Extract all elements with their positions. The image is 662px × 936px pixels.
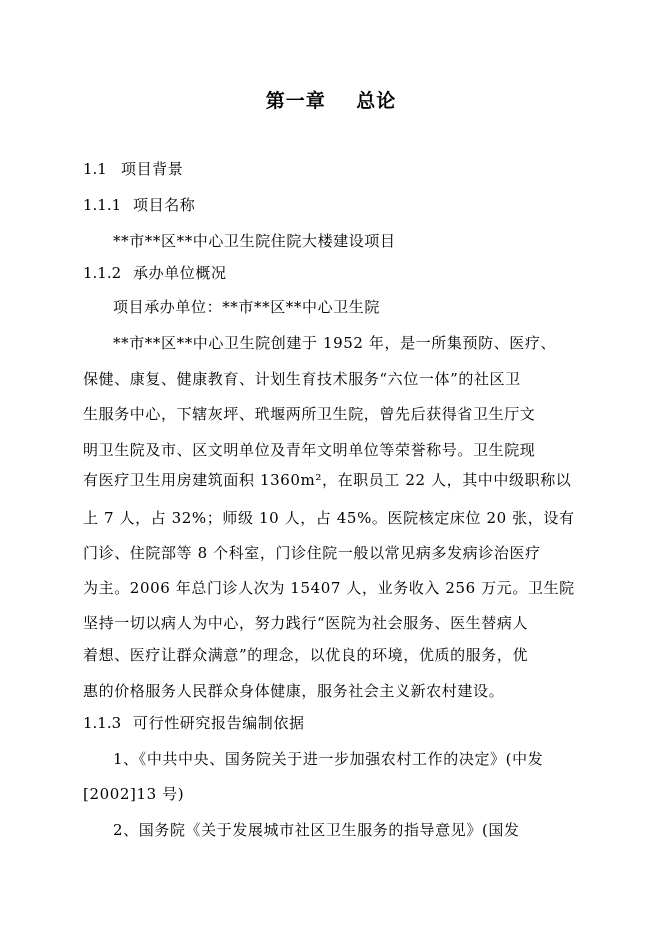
section-title: 项目名称	[133, 196, 196, 214]
paragraph-line: 坚持一切以病人为中心，努力践行“医院为社会服务、医生替病人	[83, 614, 529, 632]
paragraph-line: 惠的价格服务人民群众身体健康，服务社会主义新农村建设。	[83, 682, 505, 700]
paragraph-line: 保健、康复、健康教育、计划生育技术服务“六位一体”的社区卫	[83, 370, 521, 388]
section-heading-1-1	[83, 159, 183, 179]
paragraph-line: 明卫生院及市、区文明单位及青年文明单位等荣誉称号。卫生院现	[83, 441, 536, 459]
section-number: 1.1	[83, 160, 107, 178]
section-title: 可行性研究报告编制依据	[133, 714, 305, 732]
section-number: 1.1.3	[83, 714, 122, 732]
paragraph-line: 门诊、住院部等 8 个科室，门诊住院一般以常见病多发病诊治医疗	[83, 544, 541, 562]
chapter-title: 第一章 总论	[265, 90, 397, 112]
section-heading-1-1-1	[83, 195, 195, 215]
paragraph-line: **市**区**中心卫生院创建于 1952 年，是一所集预防、医疗、	[113, 334, 557, 352]
organizer-line: 项目承办单位：**市**区**中心卫生院	[113, 298, 381, 316]
paragraph-line: 为主。2006 年总门诊人次为 15407 人，业务收入 256 万元。卫生院	[83, 579, 575, 597]
paragraph-line: 有医疗卫生用房建筑面积 1360m²，在职员工 22 人，其中中级职称以	[83, 471, 572, 489]
section-title: 项目背景	[121, 160, 184, 178]
paragraph-line: 生服务中心，下辖灰坪、玳堰两所卫生院，曾先后获得省卫生厅文	[83, 405, 536, 423]
section-heading-1-1-2	[83, 263, 227, 283]
section-title: 承办单位概况	[133, 264, 227, 282]
paragraph-line: 着想、医疗让群众满意”的理念，以优良的环境，优质的服务，优	[83, 646, 529, 664]
section-heading-1-1-3	[83, 713, 305, 733]
section-number: 1.1.1	[83, 196, 122, 214]
basis-item: 2、国务院《关于发展城市社区卫生服务的指导意见》(国发	[113, 821, 520, 839]
basis-item-continued: [2002]13 号)	[83, 785, 185, 803]
basis-item: 1、《中共中央、国务院关于进一步加强农村工作的决定》(中发	[113, 750, 544, 768]
project-name: **市**区**中心卫生院住院大楼建设项目	[113, 232, 396, 250]
paragraph-line: 上 7 人，占 32%；师级 10 人，占 45%。医院核定床位 20 张，设有	[83, 509, 575, 527]
section-number: 1.1.2	[83, 264, 122, 282]
